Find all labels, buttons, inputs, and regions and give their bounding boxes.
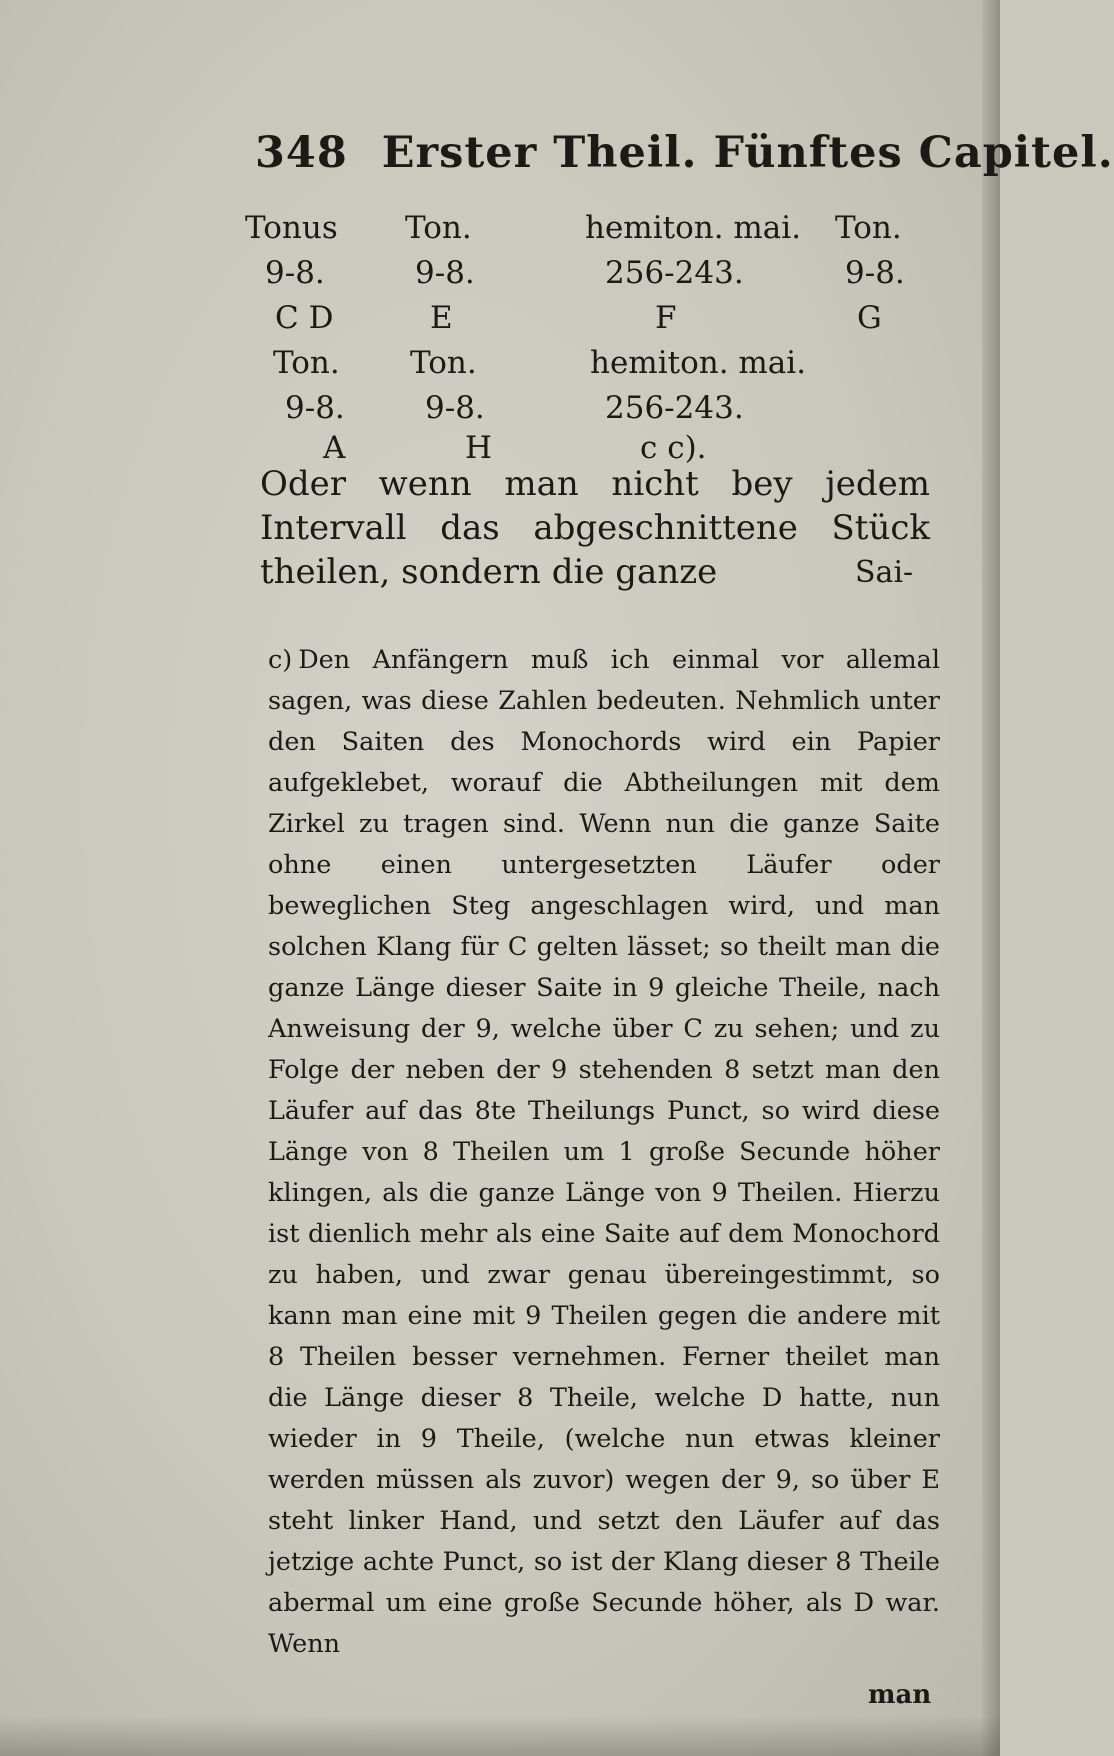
scale-cell: H xyxy=(465,430,493,466)
body-paragraph xyxy=(260,462,930,594)
scale-cell: Ton. xyxy=(273,345,340,381)
scale-cell: F xyxy=(655,300,677,336)
scale-cell: 9-8. xyxy=(415,255,475,291)
footnote-catchword: man xyxy=(868,1680,932,1710)
body-text: Oder wenn man nicht bey jedem Intervall das abgeschnittene Stück theilen, sondern die ganze xyxy=(260,464,930,592)
scale-cell: 9-8. xyxy=(285,390,345,426)
running-header xyxy=(255,128,1114,178)
footnote xyxy=(268,640,940,1665)
scale-cell: Ton. xyxy=(835,210,902,246)
scale-cell: A xyxy=(323,430,346,466)
scale-cell: c c). xyxy=(640,430,707,466)
scale-cell: G xyxy=(857,300,882,336)
page-bottom-shadow xyxy=(0,1716,1000,1756)
scale-cell: 256-243. xyxy=(605,390,744,426)
scale-cell: 9-8. xyxy=(845,255,905,291)
scale-cell: E xyxy=(430,300,453,336)
footnote-text: Den Anfängern muß ich einmal vor allemal sagen, was diese Zahlen bedeuten. Nehmlich unter den Saiten des Monochords wird ein Papier aufgeklebet, worauf die Abtheilungen mit dem Zirkel zu tragen sind. Wenn nun die ganze Saite ohne einen untergesetzten Läufer oder beweglichen Steg angeschlagen wird, und man solchen Klang für C gelten lässet; so theilt man die ganze Länge dieser Saite in 9 gleiche Theile, nach Anweisung der 9, welche über C zu sehen; und zu Folge der neben der 9 stehenden 8 setzt man den Läufer auf das 8te Theilungs Punct, so wird diese Länge von 8 Theilen um 1 große Secunde höher klingen, als die ganze Länge von 9 Theilen. Hierzu ist dienlich mehr als eine Saite auf dem Monochord zu haben, und zwar genau übereingestimmt, so kann man eine mit 9 Theilen gegen die andere mit 8 Theilen besser vernehmen. Ferner theilet man die Länge dieser 8 Theile, welche D hatte, nun wieder in 9 Theile, (welche nun etwas kleiner werden müssen als zuvor) wegen der 9, so über E steht linker Hand, und setzt den Läufer auf das jetzige achte Punct, so ist der Klang dieser 8 Theile abermal um eine große Secunde höher, als D war. Wenn xyxy=(268,645,940,1659)
page-edge-shadow xyxy=(982,0,1000,1756)
scale-cell: hemiton. mai. xyxy=(585,210,802,246)
scale-cell: hemiton. mai. xyxy=(590,345,807,381)
scale-cell: 9-8. xyxy=(265,255,325,291)
footnote-marker: c) xyxy=(268,645,293,675)
scale-cell: 256-243. xyxy=(605,255,744,291)
chapter-title: Erster Theil. Fünftes Capitel. xyxy=(381,128,1114,178)
scale-cell: Ton. xyxy=(405,210,472,246)
scale-cell: C D xyxy=(275,300,334,336)
page-number: 348 xyxy=(255,128,348,178)
scale-cell: Tonus xyxy=(245,210,338,246)
catchword: Sai- xyxy=(855,555,914,590)
scale-cell: 9-8. xyxy=(425,390,485,426)
scale-cell: Ton. xyxy=(410,345,477,381)
